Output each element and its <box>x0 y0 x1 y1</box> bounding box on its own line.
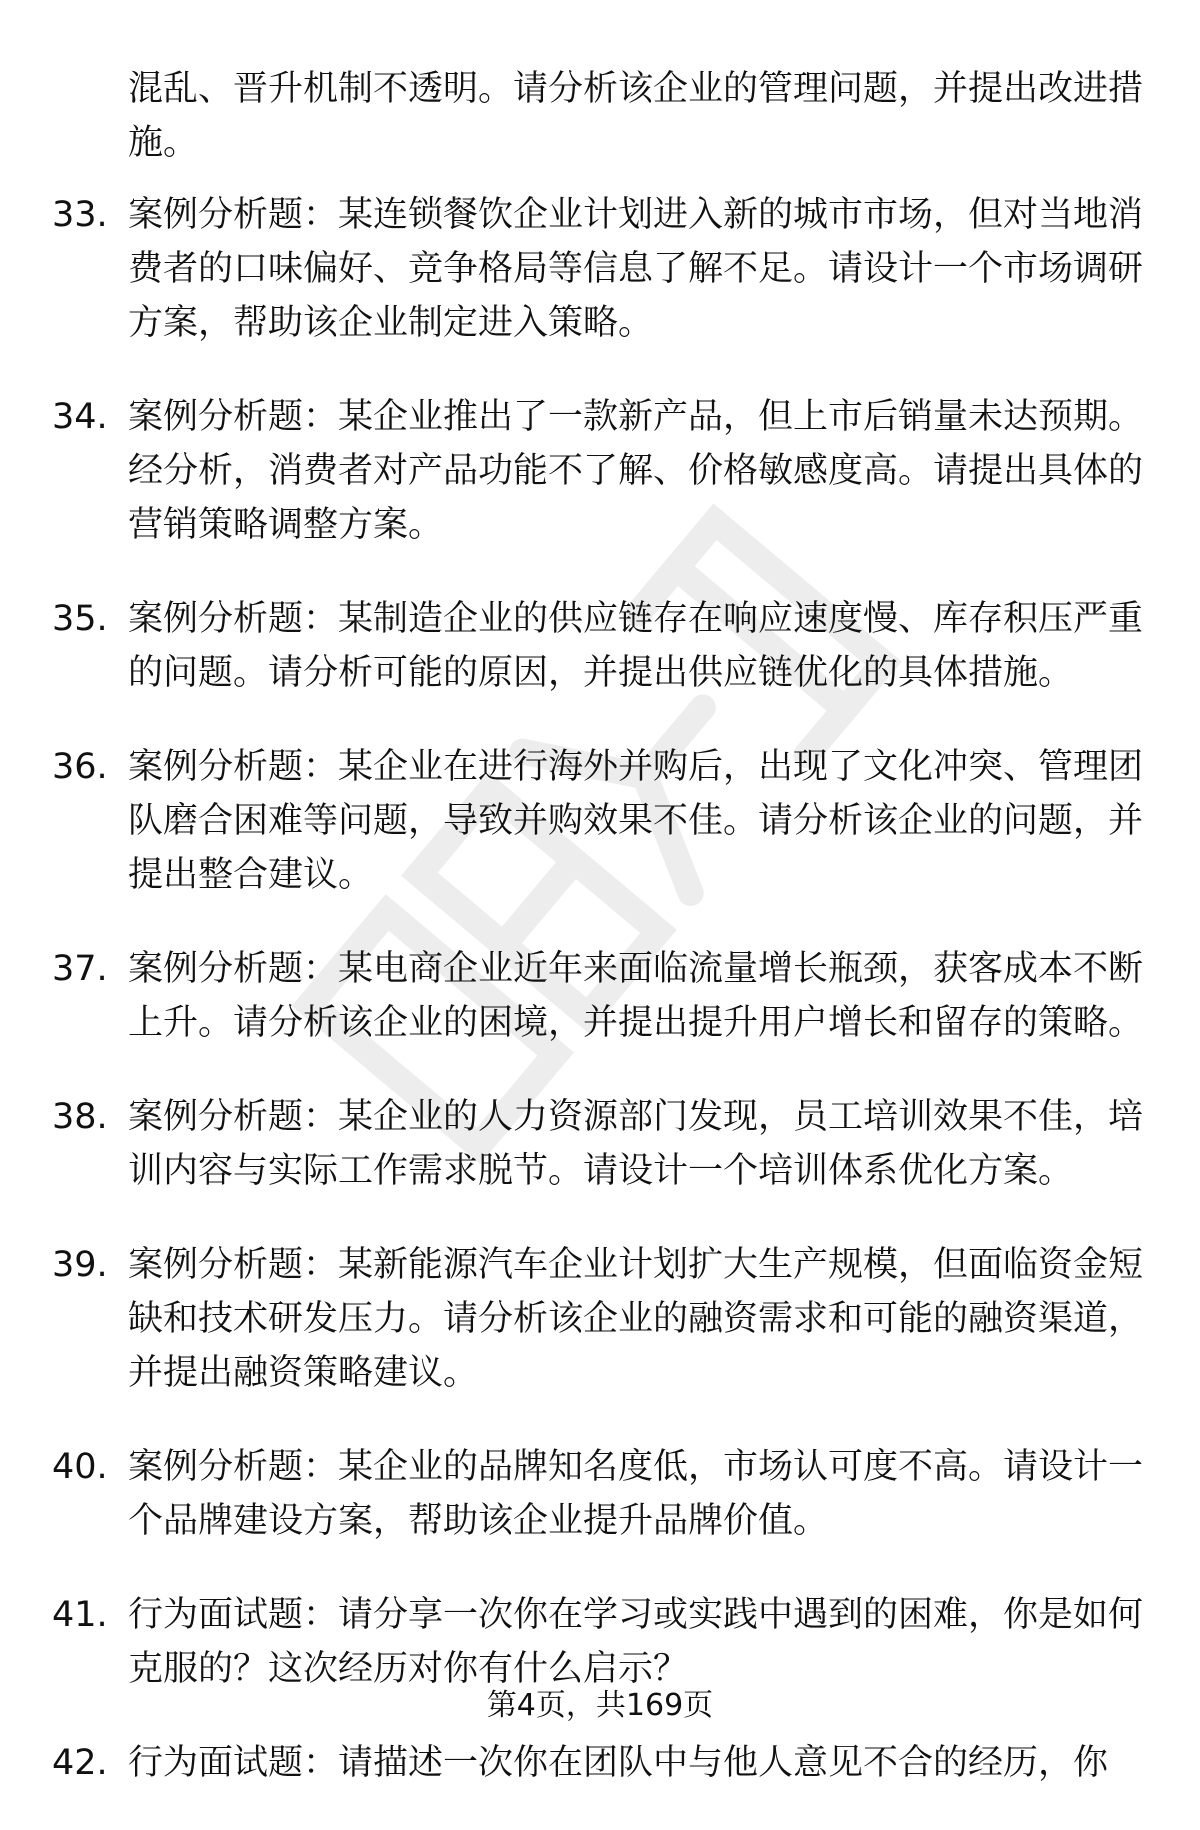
question-number: 39. <box>52 1245 108 1285</box>
question-text: 案例分析题：某电商企业近年来面临流量增长瓶颈，获客成本不断上升。请分析该企业的困境，并提出提升用户增长和留存的策略。 <box>128 949 1144 1043</box>
question-number: 34. <box>52 397 108 437</box>
page-footer: 第4页，共169页 <box>486 1688 714 1723</box>
question-text: 行为面试题：请描述一次你在团队中与他人意见不合的经历，你 <box>128 1743 1109 1783</box>
question-number: 38. <box>52 1097 108 1137</box>
question-text: 案例分析题：某制造企业的供应链存在响应速度慢、库存积压严重的问题。请分析可能的原因，并提出供应链优化的具体措施。 <box>128 599 1144 693</box>
list-item <box>0 1090 1200 1198</box>
list-item <box>0 1238 1200 1400</box>
question-text: 案例分析题：某连锁餐饮企业计划进入新的城市市场，但对当地消费者的口味偏好、竞争格局等信息了解不足。请设计一个市场调研方案，帮助该企业制定进入策略。 <box>128 195 1144 343</box>
question-text: 案例分析题：某企业的人力资源部门发现，员工培训效果不佳，培训内容与实际工作需求脱节。请设计一个培训体系优化方案。 <box>128 1097 1144 1191</box>
list-item <box>0 390 1200 552</box>
list-item <box>0 592 1200 700</box>
list-item <box>0 942 1200 1050</box>
question-text: 案例分析题：某企业在进行海外并购后，出现了文化冲突、管理团队磨合困难等问题，导致并购效果不佳。请分析该企业的问题，并提出整合建议。 <box>128 747 1144 895</box>
list-item <box>0 1440 1200 1548</box>
question-number: 37. <box>52 949 108 989</box>
list-item <box>0 188 1200 350</box>
list-item <box>0 1736 1200 1790</box>
question-number: 42. <box>52 1743 108 1783</box>
question-number: 36. <box>52 747 108 787</box>
question-number: 41. <box>52 1595 108 1635</box>
continuation-paragraph: 混乱、晋升机制不透明。请分析该企业的管理问题，并提出改进措施。 <box>128 69 1144 163</box>
question-text: 案例分析题：某企业的品牌知名度低，市场认可度不高。请设计一个品牌建设方案，帮助该企业提升品牌价值。 <box>128 1447 1144 1541</box>
question-number: 33. <box>52 195 108 235</box>
question-number: 35. <box>52 599 108 639</box>
question-number: 40. <box>52 1447 108 1487</box>
list-item <box>0 740 1200 902</box>
question-text: 案例分析题：某新能源汽车企业计划扩大生产规模，但面临资金短缺和技术研发压力。请分析该企业的融资需求和可能的融资渠道，并提出融资策略建议。 <box>128 1245 1144 1393</box>
question-list <box>0 188 1200 1830</box>
question-text: 案例分析题：某企业推出了一款新产品，但上市后销量未达预期。经分析，消费者对产品功能不了解、价格敏感度高。请提出具体的营销策略调整方案。 <box>128 397 1144 545</box>
list-item <box>0 1588 1200 1696</box>
question-text: 行为面试题：请分享一次你在学习或实践中遇到的困难，你是如何克服的？这次经历对你有什么启示？ <box>128 1595 1144 1689</box>
